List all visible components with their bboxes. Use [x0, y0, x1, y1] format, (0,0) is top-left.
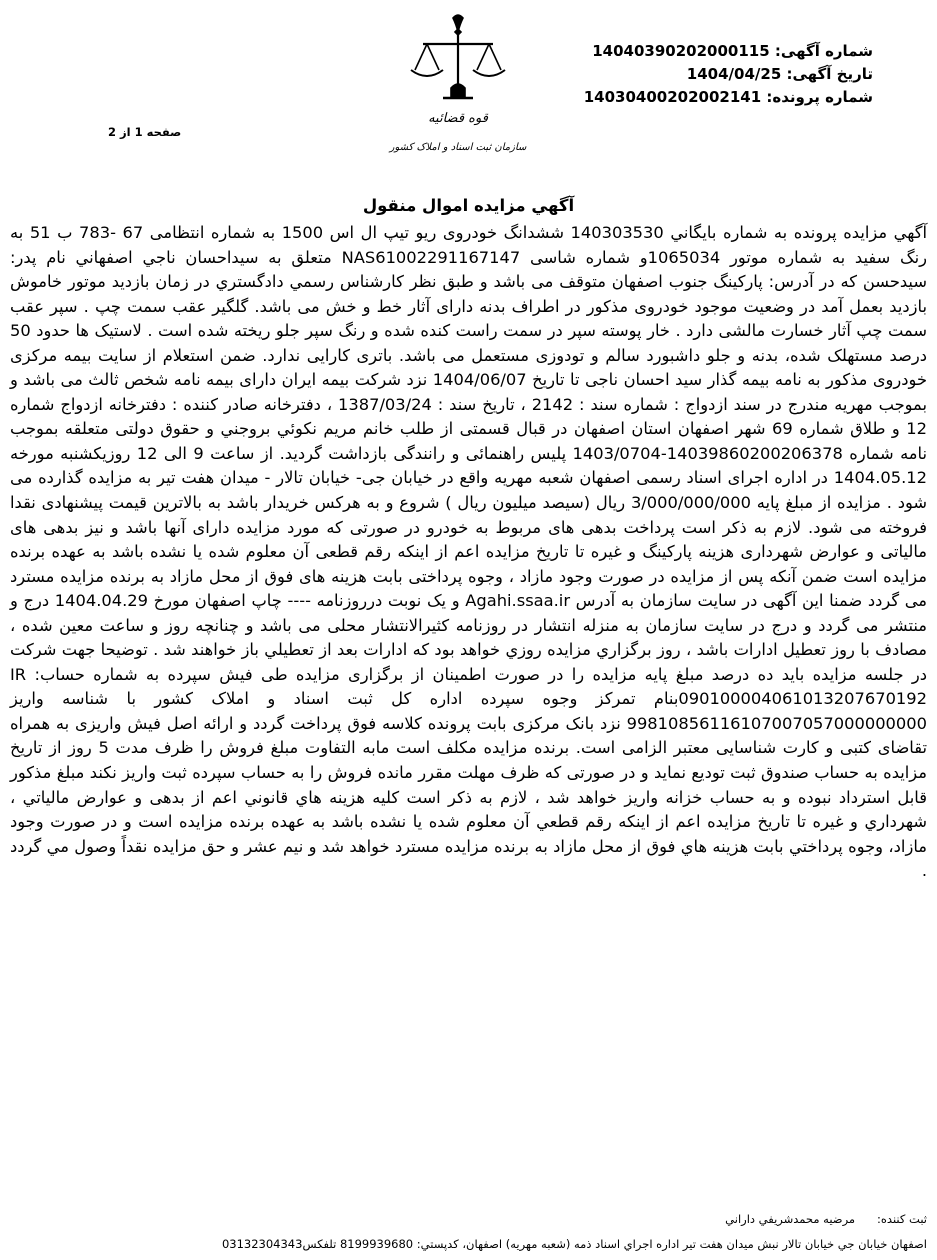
case-number-label: شماره پرونده:: [766, 88, 873, 106]
case-number-row: [584, 86, 873, 109]
notice-body: آگهي مزايده پرونده به شماره بايگاني 140303530 ششدانگ خودروی ریو تیپ ال اس 1500 به شماره انتظامی 67 -783 ب 51 به رنگ سفيد به شماره موتور 1065034و شماره شاسی NAS61002291167147 متعلق به سیداحسان ناجي اصفهاني نام پدر: سيدحسن که در آدرس: پارکینگ جنوب اصفهان متوقف می باشد و طبق نظر کارشناس رسمي دادگستري در زمان بازدید موتور خاموش بازدید بعمل آمد در وضعیت موجود خودروی مذکور در اطراف بدنه دارای آثار خط و خش می باشد. گلگیر عقب سمت چپ . سپر عقب سمت چپ آثار خسارت مالشی دارد . خار پوسته سپر در سمت راست کنده شده و رنگ سپر جلو ریخته شده است . لاستیک ها حدود 50 درصد مستهلک شده، بدنه و جلو داشبورد سالم و تودوزی مستعمل می باشد. باتری کارایی ندارد. ضمن استعلام از سایت بیمه مرکزی خودروی مذکور به نامه بیمه گذار سید احسان ناجی تا تاریخ 1404/06/07 نزد شرکت بیمه ایران دارای بیمه نامه شخص ثالث می باشد و بموجب مهریه مندرج در سند ازدواج : شماره سند : 2142 ، تاریخ سند : 1387/03/24 ، دفترخانه صادر کننده : دفترخانه ازدواج شماره 12 و طلاق شماره 69 شهر اصفهان استان اصفهان در قبال قسمتی از طلب خانم مريم نكوئي بروجني و حقوق دولتی متعلقه بموجب نامه شماره 14039860200206378-1403/0704 پليس راهنمائی و رانندگی بازداشت گرديد. از ساعت 9 الی 12 روزیکشنبه مورخه 1404.05.12 در اداره اجرای اسناد رسمی اصفهان شعبه مهريه واقع در خيابان جی- خيابان تالار - ميدان هفت تير به مزایده گذارده می شود . مزایده از مبلغ پایه 3/000/000/000 ريال (سیصد میلیون ريال ) شروع و به هرکس خریدار باشد به بالاترین قیمت پیشنهادی نقدا فروخته می شود. لازم به ذکر است پرداخت بدهی های مربوط به خودرو در صورتی که مورد مزایده دارای آنها باشد و نیز بدهی های مالیاتی و عوارض شهرداری هزینه پارکینگ و غیره تا تاریخ مزایده اعم از اینکه رقم قطعی آن معلوم شده یا نشده باشد به عهده برنده مزایده است ضمن آنکه پس از مزایده در صورت وجود مازاد ، وجوه پرداختی بابت هزینه های فوق از محل مازاد به برنده مزایده مسترد می گردد ضمنا این آگهی در سايت سازمان به آدرس Agahi.ssaa.ir و یک نوبت درروزنامه ---- چاپ اصفهان مورخ 1404.04.29 درج و منتشر می گردد و درج در سایت سازمان به منزله انتشار در روزنامه کثيرالانتشار محلی می باشد و چنانچه روز و ساعت معین شده ، مصادف با روز تعطیل ادارات باشد ، روز برگزاري مزايده روزي خواهد بود که ادارات بعد از تعطيلي باز خواهند شد . توضيحا جهت شرکت در جلسه مزايده بايد ده درصد مبلغ پايه مزايده را در صورت اطمينان از برگزاری مزايده طی فيش سپرده به شماره حساب: IR 090100004061013207670192بنام تمرکز وجوه سپرده اداره کل ثبت اسناد و املاک کشور با شناسه واریز 99810856116107007057000000000 نزد بانک مرکزی بابت پرونده کلاسه فوق پرداخت گردد و ارائه اصل فیش واریزی به همراه تقاضای کتبی و کارت شناسایی معتبر الزامی است. برنده مزايده مکلف است مابه التفاوت مبلغ فروش را ظرف مدت 5 روز از تاریخ مزايده به حساب صندوق ثبت توديع نمايد و در صورتی که ظرف مهلت مقرر مانده فروش را به حساب سپرده ثبت واريز نکند مبلغ مذکور قابل استرداد نبوده و به حساب خزانه واريز خواهد شد ، لازم به ذکر است کليه هزينه هاي قانوني اعم از بدهی و عوارض مالياتي ، شهرداري و غيره تا تاريخ مزايده اعم از اينکه رقم قطعي آن معلوم شده يا نشده باشد به عهده برنده مزايده است و در صورت وجود مازاد، وجوه پرداختي بابت هزينه هاي فوق از محل مازاد به برنده مزايده مسترد خواهد شد و نيم عشر و حق مزايده نقداً وصول مي گردد .: [10, 223, 928, 881]
judiciary-emblem-icon: [383, 10, 533, 160]
registrar-name: مرضيه محمدشريفي داراني: [725, 1212, 856, 1226]
ad-metadata: [584, 40, 873, 109]
case-number: 14030400202002141: [583, 88, 762, 106]
footer-address: اصفهان خيابان جي خيابان تالار نبش ميدان هفت تير اداره اجراي اسناد ذمه (شعبه مهريه) اصفهان، كدپستي: 8199939680 تلفكس03132304343: [221, 1237, 927, 1251]
emblem-caption-bottom: سازمان ثبت اسناد و املاک کشور: [389, 142, 527, 153]
emblem-caption-top: قوه قضائیه: [428, 111, 488, 126]
registrar-label: ثبت کننده:: [877, 1212, 927, 1226]
registrar: [725, 1212, 927, 1226]
ad-date: 1404/04/25: [686, 65, 782, 83]
ad-date-row: [584, 63, 873, 86]
page-indicator: صفحه 1 از 2: [108, 125, 182, 139]
page-title: آگهي مزايده اموال منقول: [362, 196, 575, 215]
ad-number: 14040390202000115: [592, 42, 770, 60]
ad-number-label: شماره آگهی:: [774, 42, 873, 60]
ad-date-label: تاریخ آگهی:: [786, 65, 873, 83]
ad-number-row: [584, 40, 873, 63]
